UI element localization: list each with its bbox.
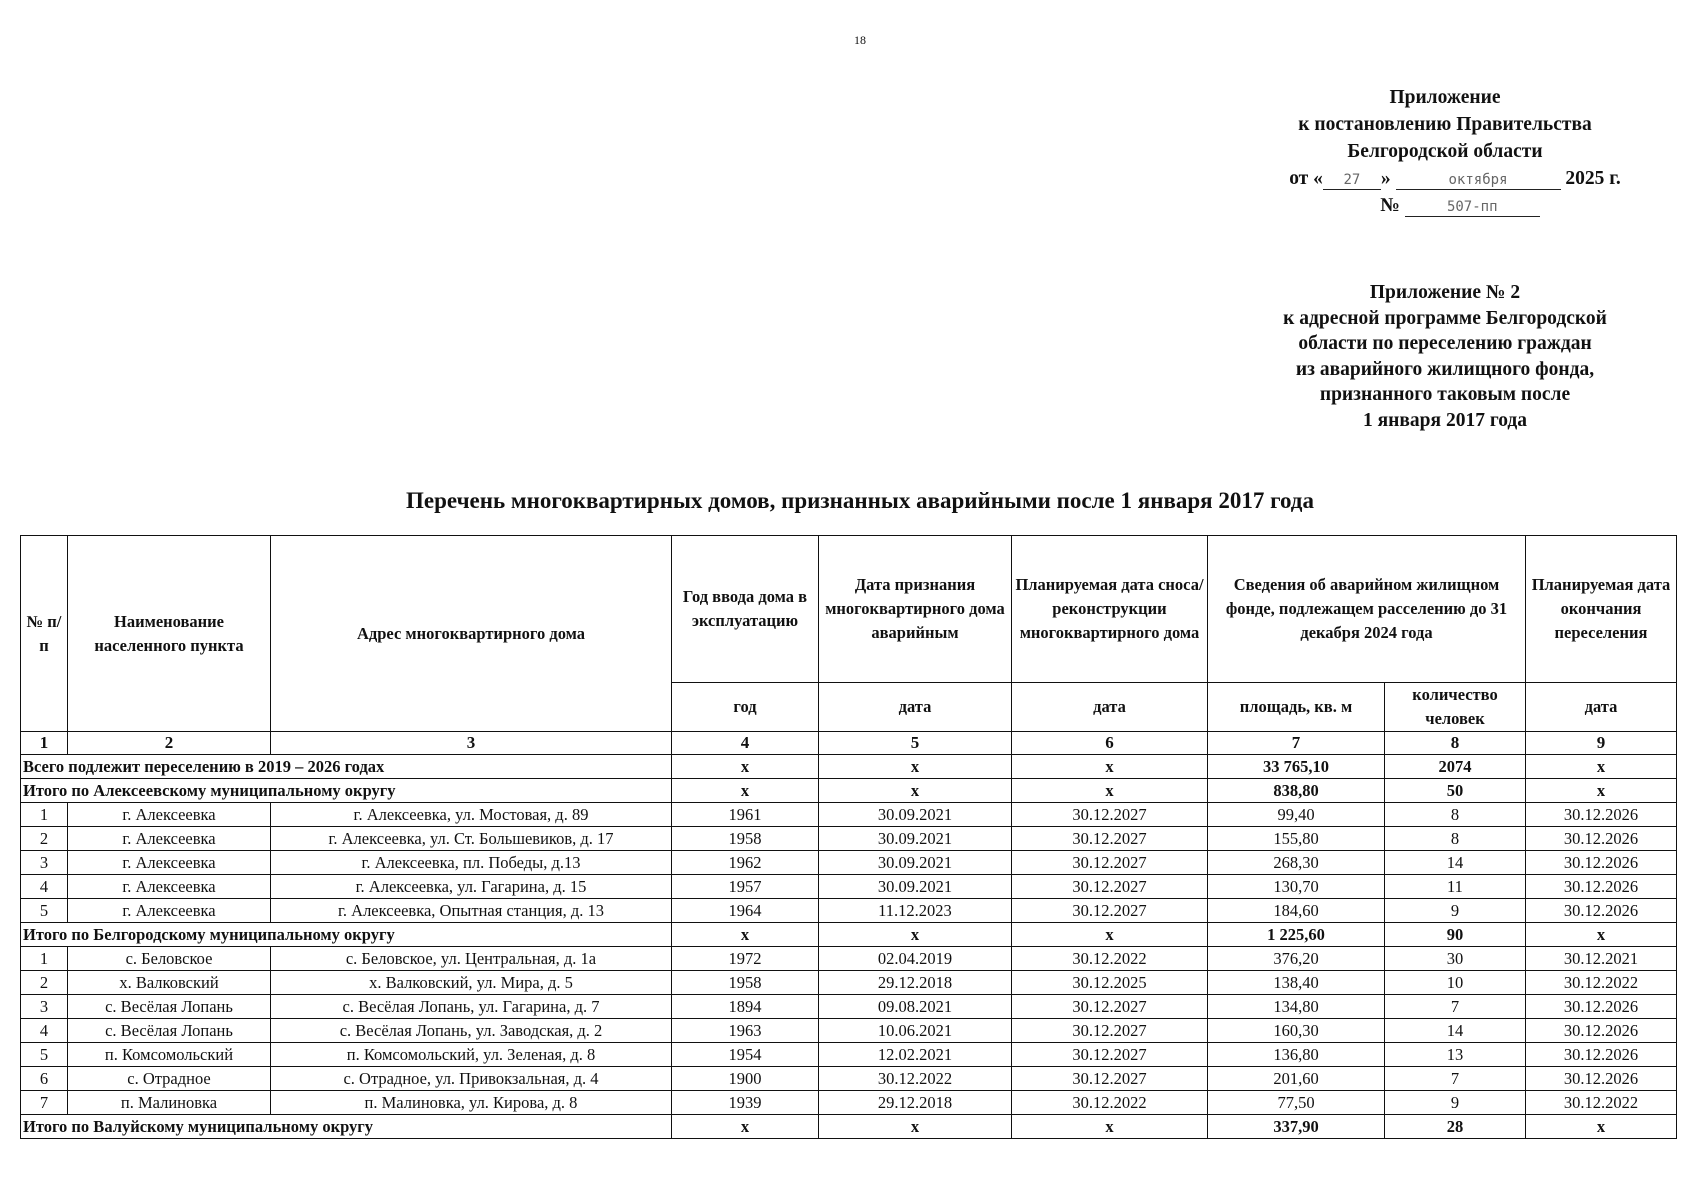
recognized-date-cell: 30.09.2021 xyxy=(819,875,1012,899)
table-row xyxy=(21,995,1677,1019)
appendix2-line: из аварийного жилищного фонда, xyxy=(1295,358,1595,380)
year-cell: 1958 xyxy=(672,971,819,995)
total-people: 90 xyxy=(1385,923,1526,947)
end-date-cell: 30.12.2026 xyxy=(1526,875,1677,899)
date-quote: » xyxy=(1380,168,1391,189)
row-number: 3 xyxy=(21,851,68,875)
demolition-date-cell: 30.12.2027 xyxy=(1012,995,1208,1019)
settlement-cell: г. Алексеевка xyxy=(68,875,271,899)
total-people: 50 xyxy=(1385,779,1526,803)
address-cell: х. Валковский, ул. Мира, д. 5 xyxy=(271,971,672,995)
appendix2-line: 1 января 2017 года xyxy=(1362,409,1527,431)
end-date-cell: 30.12.2026 xyxy=(1526,899,1677,923)
recognized-date-cell: 11.12.2023 xyxy=(819,899,1012,923)
address-cell: с. Беловское, ул. Центральная, д. 1а xyxy=(271,947,672,971)
subheader-date: дата xyxy=(819,683,1012,732)
total-row xyxy=(21,923,1677,947)
table-row xyxy=(21,1091,1677,1115)
year-cell: 1964 xyxy=(672,899,819,923)
appendix2-line: к адресной программе Белгородской xyxy=(1283,307,1607,329)
column-number: 7 xyxy=(1208,732,1385,755)
year-cell: 1954 xyxy=(672,1043,819,1067)
header-recognized: Дата признания многоквартирного дома аварийным xyxy=(819,536,1012,683)
column-number: 3 xyxy=(271,732,672,755)
date-month-field: октября xyxy=(1396,171,1561,190)
recognized-date-cell: 30.09.2021 xyxy=(819,803,1012,827)
end-date-cell: 30.12.2026 xyxy=(1526,827,1677,851)
total-cell: x xyxy=(1012,923,1208,947)
address-cell: г. Алексеевка, Опытная станция, д. 13 xyxy=(271,899,672,923)
end-date-cell: 30.12.2021 xyxy=(1526,947,1677,971)
header-address: Адрес многоквартирного дома xyxy=(271,536,672,732)
total-label: Итого по Белгородскому муниципальному округу xyxy=(21,923,672,947)
settlement-cell: п. Комсомольский xyxy=(68,1043,271,1067)
end-date-cell: 30.12.2022 xyxy=(1526,1091,1677,1115)
recognized-date-cell: 30.09.2021 xyxy=(819,851,1012,875)
total-cell: x xyxy=(1012,755,1208,779)
year-cell: 1939 xyxy=(672,1091,819,1115)
total-label: Всего подлежит переселению в 2019 – 2026 годах xyxy=(21,755,672,779)
area-cell: 136,80 xyxy=(1208,1043,1385,1067)
row-number: 1 xyxy=(21,947,68,971)
recognized-date-cell: 09.08.2021 xyxy=(819,995,1012,1019)
appendix2-line: признанного таковым после xyxy=(1319,384,1571,405)
appendix-date-line xyxy=(1225,165,1665,192)
total-area: 337,90 xyxy=(1208,1115,1385,1139)
year-cell: 1963 xyxy=(672,1019,819,1043)
address-cell: п. Малиновка, ул. Кирова, д. 8 xyxy=(271,1091,672,1115)
subheader-people: количество человек xyxy=(1385,683,1526,732)
total-label: Итого по Алексеевскому муниципальному округу xyxy=(21,779,672,803)
recognized-date-cell: 10.06.2021 xyxy=(819,1019,1012,1043)
settlement-cell: г. Алексеевка xyxy=(68,803,271,827)
year-cell: 1961 xyxy=(672,803,819,827)
settlement-cell: х. Валковский xyxy=(68,971,271,995)
address-cell: г. Алексеевка, пл. Победы, д.13 xyxy=(271,851,672,875)
total-cell: x xyxy=(1526,1115,1677,1139)
table-row xyxy=(21,971,1677,995)
address-cell: п. Комсомольский, ул. Зеленая, д. 8 xyxy=(271,1043,672,1067)
demolition-date-cell: 30.12.2027 xyxy=(1012,803,1208,827)
address-cell: с. Весёлая Лопань, ул. Заводская, д. 2 xyxy=(271,1019,672,1043)
demolition-date-cell: 30.12.2027 xyxy=(1012,899,1208,923)
table-row xyxy=(21,899,1677,923)
row-number: 5 xyxy=(21,1043,68,1067)
year-cell: 1900 xyxy=(672,1067,819,1091)
settlement-cell: п. Малиновка xyxy=(68,1091,271,1115)
demolition-date-cell: 30.12.2027 xyxy=(1012,827,1208,851)
people-cell: 14 xyxy=(1385,1019,1526,1043)
total-area: 1 225,60 xyxy=(1208,923,1385,947)
appendix-number-line xyxy=(1225,192,1665,219)
area-cell: 99,40 xyxy=(1208,803,1385,827)
demolition-date-cell: 30.12.2027 xyxy=(1012,1043,1208,1067)
area-cell: 184,60 xyxy=(1208,899,1385,923)
people-cell: 11 xyxy=(1385,875,1526,899)
end-date-cell: 30.12.2022 xyxy=(1526,971,1677,995)
total-cell: x xyxy=(819,779,1012,803)
people-cell: 7 xyxy=(1385,1067,1526,1091)
header-fund: Сведения об аварийном жилищном фонде, подлежащем расселению до 31 декабря 2024 года xyxy=(1208,536,1526,683)
table-row xyxy=(21,803,1677,827)
people-cell: 9 xyxy=(1385,1091,1526,1115)
total-cell: x xyxy=(819,1115,1012,1139)
total-cell: x xyxy=(672,923,819,947)
number-prefix: № xyxy=(1380,195,1400,216)
settlement-cell: г. Алексеевка xyxy=(68,899,271,923)
year-cell: 1958 xyxy=(672,827,819,851)
total-area: 838,80 xyxy=(1208,779,1385,803)
year-cell: 1962 xyxy=(672,851,819,875)
area-cell: 134,80 xyxy=(1208,995,1385,1019)
housing-table xyxy=(20,535,1677,1139)
total-cell: x xyxy=(1526,923,1677,947)
people-cell: 13 xyxy=(1385,1043,1526,1067)
total-people: 2074 xyxy=(1385,755,1526,779)
column-number: 1 xyxy=(21,732,68,755)
people-cell: 8 xyxy=(1385,827,1526,851)
row-number: 3 xyxy=(21,995,68,1019)
total-label: Итого по Валуйскому муниципальному округу xyxy=(21,1115,672,1139)
demolition-date-cell: 30.12.2027 xyxy=(1012,1067,1208,1091)
year-cell: 1972 xyxy=(672,947,819,971)
people-cell: 8 xyxy=(1385,803,1526,827)
subheader-year: год xyxy=(672,683,819,732)
year-cell: 1957 xyxy=(672,875,819,899)
table-row xyxy=(21,1043,1677,1067)
header-row xyxy=(21,536,1677,683)
people-cell: 10 xyxy=(1385,971,1526,995)
date-day-field: 27 xyxy=(1323,171,1381,190)
total-cell: x xyxy=(672,779,819,803)
total-cell: x xyxy=(819,923,1012,947)
row-number: 2 xyxy=(21,971,68,995)
table-row xyxy=(21,1067,1677,1091)
total-row xyxy=(21,755,1677,779)
appendix-line: к постановлению Правительства xyxy=(1298,114,1592,135)
header-end-date: Планируемая дата окончания переселения xyxy=(1526,536,1677,683)
column-number: 4 xyxy=(672,732,819,755)
total-people: 28 xyxy=(1385,1115,1526,1139)
header-settlement: Наименование населенного пункта xyxy=(68,536,271,732)
total-cell: x xyxy=(1526,779,1677,803)
recognized-date-cell: 12.02.2021 xyxy=(819,1043,1012,1067)
header-no: № п/п xyxy=(21,536,68,732)
document-title: Перечень многоквартирных домов, признанных аварийными после 1 января 2017 года xyxy=(406,488,1314,513)
table-row xyxy=(21,947,1677,971)
end-date-cell: 30.12.2026 xyxy=(1526,1043,1677,1067)
column-number: 9 xyxy=(1526,732,1677,755)
address-cell: с. Отрадное, ул. Привокзальная, д. 4 xyxy=(271,1067,672,1091)
header-demolition: Планируемая дата сноса/ реконструкции многоквартирного дома xyxy=(1012,536,1208,683)
row-number: 7 xyxy=(21,1091,68,1115)
people-cell: 9 xyxy=(1385,899,1526,923)
column-number-row xyxy=(21,732,1677,755)
row-number: 2 xyxy=(21,827,68,851)
demolition-date-cell: 30.12.2027 xyxy=(1012,851,1208,875)
column-number: 5 xyxy=(819,732,1012,755)
table-row xyxy=(21,875,1677,899)
row-number: 4 xyxy=(21,1019,68,1043)
total-cell: x xyxy=(1012,779,1208,803)
column-number: 8 xyxy=(1385,732,1526,755)
address-cell: г. Алексеевка, ул. Гагарина, д. 15 xyxy=(271,875,672,899)
people-cell: 14 xyxy=(1385,851,1526,875)
end-date-cell: 30.12.2026 xyxy=(1526,851,1677,875)
row-number: 1 xyxy=(21,803,68,827)
appendix-line: Белгородской области xyxy=(1347,141,1543,162)
total-cell: x xyxy=(672,1115,819,1139)
end-date-cell: 30.12.2026 xyxy=(1526,1019,1677,1043)
appendix2-line: области по переселению граждан xyxy=(1298,333,1592,354)
area-cell: 268,30 xyxy=(1208,851,1385,875)
people-cell: 7 xyxy=(1385,995,1526,1019)
end-date-cell: 30.12.2026 xyxy=(1526,803,1677,827)
settlement-cell: г. Алексеевка xyxy=(68,851,271,875)
demolition-date-cell: 30.12.2025 xyxy=(1012,971,1208,995)
settlement-cell: с. Весёлая Лопань xyxy=(68,995,271,1019)
appendix2-line: Приложение № 2 xyxy=(1369,282,1521,303)
settlement-cell: с. Отрадное xyxy=(68,1067,271,1091)
total-row xyxy=(21,779,1677,803)
row-number: 6 xyxy=(21,1067,68,1091)
demolition-date-cell: 30.12.2022 xyxy=(1012,947,1208,971)
number-field: 507-пп xyxy=(1405,198,1540,217)
end-date-cell: 30.12.2026 xyxy=(1526,1067,1677,1091)
demolition-date-cell: 30.12.2027 xyxy=(1012,875,1208,899)
demolition-date-cell: 30.12.2027 xyxy=(1012,1019,1208,1043)
recognized-date-cell: 30.09.2021 xyxy=(819,827,1012,851)
address-cell: с. Весёлая Лопань, ул. Гагарина, д. 7 xyxy=(271,995,672,1019)
recognized-date-cell: 02.04.2019 xyxy=(819,947,1012,971)
appendix2-header xyxy=(1225,280,1665,433)
table-row xyxy=(21,851,1677,875)
column-number: 2 xyxy=(68,732,271,755)
recognized-date-cell: 29.12.2018 xyxy=(819,1091,1012,1115)
appendix-header xyxy=(1225,84,1665,219)
area-cell: 138,40 xyxy=(1208,971,1385,995)
area-cell: 376,20 xyxy=(1208,947,1385,971)
row-number: 4 xyxy=(21,875,68,899)
subheader-date: дата xyxy=(1526,683,1677,732)
total-area: 33 765,10 xyxy=(1208,755,1385,779)
address-cell: г. Алексеевка, ул. Ст. Большевиков, д. 17 xyxy=(271,827,672,851)
table-row xyxy=(21,827,1677,851)
area-cell: 155,80 xyxy=(1208,827,1385,851)
settlement-cell: г. Алексеевка xyxy=(68,827,271,851)
date-prefix: от « xyxy=(1289,168,1323,189)
header-year: Год ввода дома в эксплуатацию xyxy=(672,536,819,683)
people-cell: 30 xyxy=(1385,947,1526,971)
recognized-date-cell: 29.12.2018 xyxy=(819,971,1012,995)
total-cell: x xyxy=(819,755,1012,779)
total-cell: x xyxy=(1012,1115,1208,1139)
end-date-cell: 30.12.2026 xyxy=(1526,995,1677,1019)
year-cell: 1894 xyxy=(672,995,819,1019)
table-row xyxy=(21,1019,1677,1043)
total-row xyxy=(21,1115,1677,1139)
date-year: 2025 г. xyxy=(1565,168,1621,189)
settlement-cell: с. Беловское xyxy=(68,947,271,971)
recognized-date-cell: 30.12.2022 xyxy=(819,1067,1012,1091)
area-cell: 201,60 xyxy=(1208,1067,1385,1091)
column-number: 6 xyxy=(1012,732,1208,755)
settlement-cell: с. Весёлая Лопань xyxy=(68,1019,271,1043)
area-cell: 130,70 xyxy=(1208,875,1385,899)
demolition-date-cell: 30.12.2022 xyxy=(1012,1091,1208,1115)
row-number: 5 xyxy=(21,899,68,923)
area-cell: 77,50 xyxy=(1208,1091,1385,1115)
total-cell: x xyxy=(672,755,819,779)
address-cell: г. Алексеевка, ул. Мостовая, д. 89 xyxy=(271,803,672,827)
total-cell: x xyxy=(1526,755,1677,779)
area-cell: 160,30 xyxy=(1208,1019,1385,1043)
appendix-title: Приложение xyxy=(1389,87,1501,108)
subheader-date: дата xyxy=(1012,683,1208,732)
subheader-area: площадь, кв. м xyxy=(1208,683,1385,732)
page-number: 18 xyxy=(854,33,866,47)
